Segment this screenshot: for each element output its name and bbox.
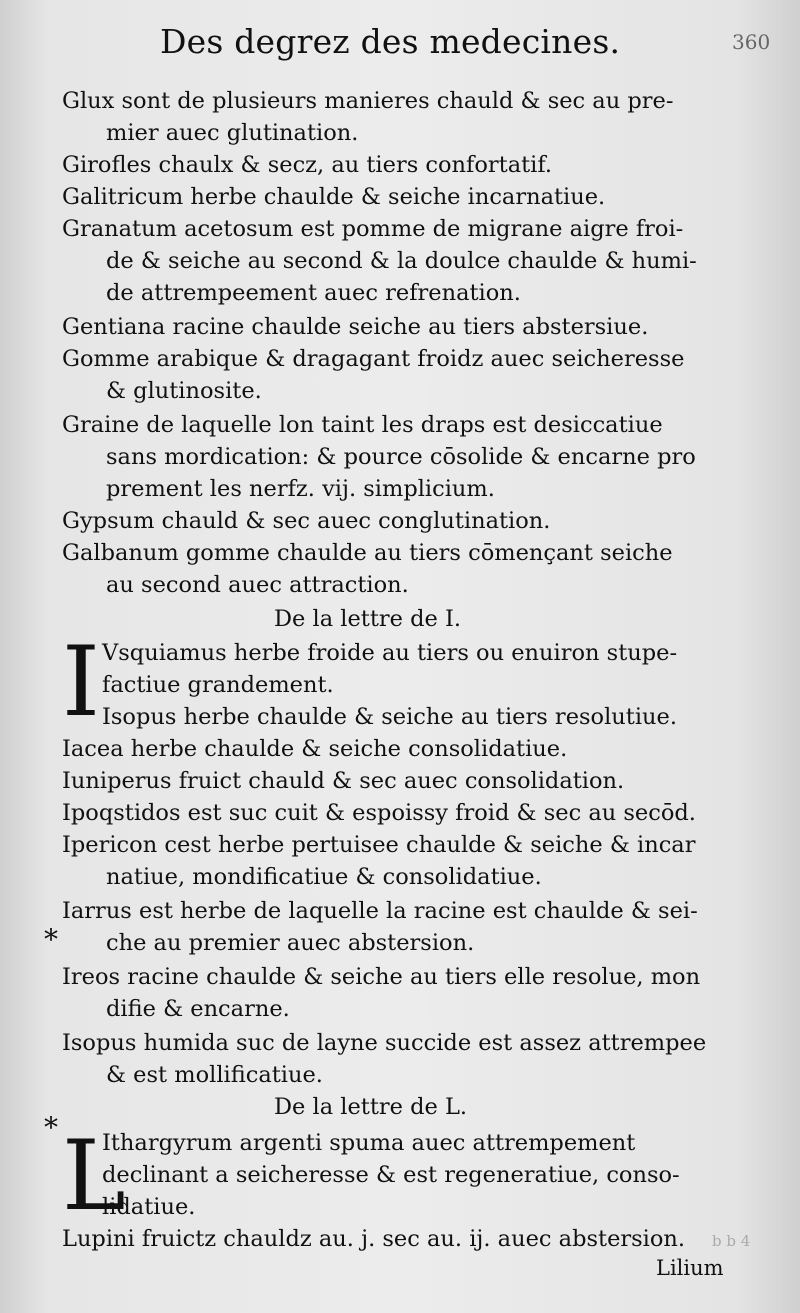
text-line: Graine de laquelle lon taint les draps est desiccatiue [62,412,663,438]
text-line: Ipericon cest herbe pertuisee chaulde & seiche & incar [62,832,696,858]
text-line: mier auec glutination. [106,120,359,146]
signature-mark: b b 4 [712,1232,751,1250]
running-head: Des degrez des medecines. [160,22,621,61]
text-line: natiue, mondificatiue & consolidatiue. [106,864,542,890]
text-line: Glux sont de plusieurs manieres chauld & sec au pre- [62,88,674,114]
text-line: de attrempeement auec refrenation. [106,280,521,306]
text-line: Ireos racine chaulde & seiche au tiers elle resolue, mon [62,964,701,990]
text-line: & glutinosite. [106,378,262,404]
drop-cap-l: L [62,1120,126,1232]
text-line: Isopus herbe chaulde & seiche au tiers resolutiue. [102,704,677,730]
text-line: de & seiche au second & la doulce chaulde & humi- [106,248,697,274]
text-line: lidatiue. [102,1194,196,1220]
text-line: Gomme arabique & dragagant froidz auec seicheresse [62,346,685,372]
section-heading-l: De la lettre de L. [274,1094,468,1120]
text-line: & est mollificatiue. [106,1062,323,1088]
text-line: factiue grandement. [102,672,334,698]
text-line: Lupini fruictz chauldz au. j. sec au. ij. auec abstersion. [62,1226,686,1252]
text-line: Iarrus est herbe de laquelle la racine est chaulde & sei- [62,898,698,924]
asterisk-marker: * [44,1111,58,1144]
text-line: Isopus humida suc de layne succide est assez attrempee [62,1030,707,1056]
text-line: Iuniperus fruict chauld & sec auec consolidation. [62,768,625,794]
text-line: Granatum acetosum est pomme de migrane aigre froi- [62,216,684,242]
text-line: sans mordication: & pource cōsolide & encarne pro [106,444,696,470]
section-heading-i: De la lettre de I. [274,606,461,632]
text-line: Galbanum gomme chaulde au tiers cōmençant seiche [62,540,673,566]
text-line: Gentiana racine chaulde seiche au tiers abstersiue. [62,314,649,340]
text-line: declinant a seicheresse & est regeneratiue, conso- [102,1162,680,1188]
asterisk-marker: * [44,923,58,956]
text-line: Vsquiamus herbe froide au tiers ou enuiron stupe- [102,640,678,666]
text-line: prement les nerfz. vij. simplicium. [106,476,495,502]
page-number: 360 [732,30,771,54]
text-line: Girofles chaulx & secz, au tiers confortatif. [62,152,553,178]
text-line: difie & encarne. [106,996,290,1022]
text-line: Iacea herbe chaulde & seiche consolidatiue. [62,736,568,762]
text-line: Gypsum chauld & sec auec conglutination. [62,508,551,534]
drop-cap-i: I [62,626,100,738]
text-line: che au premier auec abstersion. [106,930,475,956]
text-line: Galitricum herbe chaulde & seiche incarnatiue. [62,184,606,210]
text-line: au second auec attraction. [106,572,409,598]
text-line: Ipoqstidos est suc cuit & espoissy froid & sec au secōd. [62,800,696,826]
catchword: Lilium [656,1256,724,1280]
text-line: Ithargyrum argenti spuma auec attrempement [102,1130,636,1156]
